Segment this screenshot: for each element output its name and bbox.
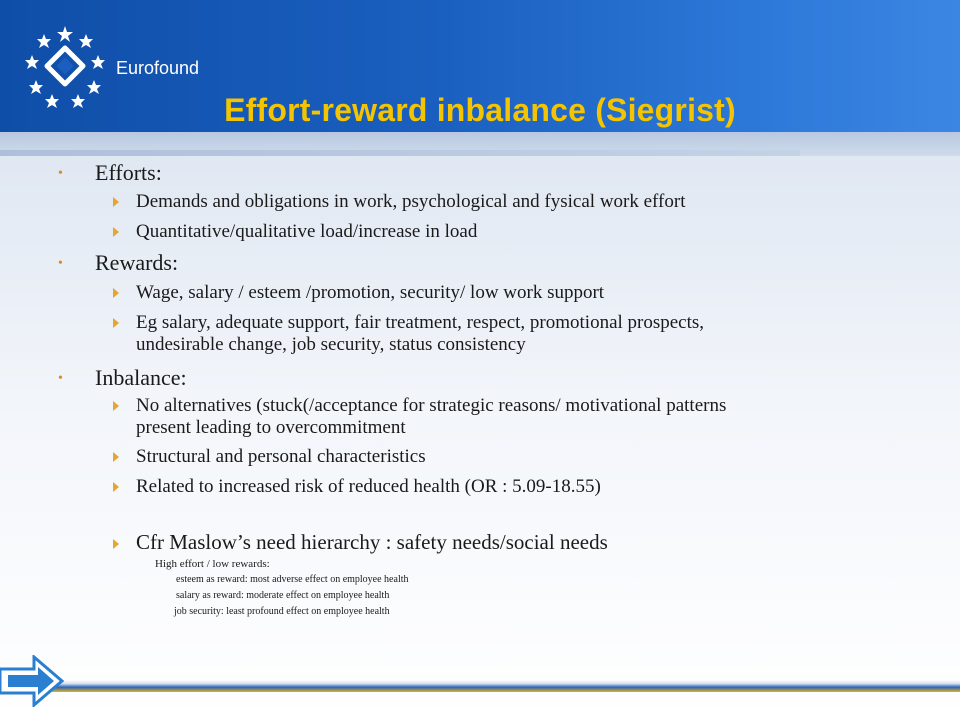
section-heading-efforts: Efforts: (95, 160, 162, 185)
bullet-dot: • (58, 256, 63, 271)
list-item: Structural and personal characteristics (136, 446, 426, 467)
arrow-bullet-icon (113, 452, 119, 462)
list-item: Wage, salary / esteem /promotion, security/ low work support (136, 282, 605, 303)
list-item-continuation: undesirable change, job security, status consistency (136, 334, 526, 355)
bullet-dot: • (58, 371, 63, 386)
notes-line: esteem as reward: most adverse effect on employee health (176, 574, 409, 585)
list-item: Related to increased risk of reduced health (OR : 5.09-18.55) (136, 476, 601, 497)
arrow-bullet-icon (113, 482, 119, 492)
notes-line: job security: least profound effect on employee health (174, 606, 390, 617)
footer-line (0, 680, 960, 692)
logo-text: Eurofound (116, 58, 200, 78)
slide-title: Effort-reward inbalance (Siegrist) (224, 92, 736, 128)
bullet-dot: • (58, 166, 63, 181)
list-item: Eg salary, adequate support, fair treatment, respect, promotional prospects, (136, 312, 705, 333)
section-heading-inbalance: Inbalance: (95, 365, 187, 390)
arrow-bullet-icon (113, 227, 119, 237)
arrow-bullet-icon (113, 401, 119, 411)
arrow-bullet-icon (113, 318, 119, 328)
notes-heading: High effort / low rewards: (155, 558, 270, 570)
arrow-bullet-icon (113, 288, 119, 298)
arrow-bullet-icon (113, 197, 119, 207)
list-item: No alternatives (stuck(/acceptance for strategic reasons/ motivational patterns (136, 395, 727, 416)
footer-arrow-icon (0, 655, 70, 707)
arrow-bullet-icon (113, 539, 119, 549)
list-item: Quantitative/qualitative load/increase in load (136, 221, 478, 242)
list-item: Cfr Maslow’s need hierarchy : safety needs/social needs (136, 530, 608, 554)
notes-line: salary as reward: moderate effect on employee health (176, 590, 390, 601)
list-item-continuation: present leading to overcommitment (136, 417, 406, 438)
section-heading-rewards: Rewards: (95, 250, 179, 275)
list-item: Demands and obligations in work, psychological and fysical work effort (136, 191, 686, 212)
